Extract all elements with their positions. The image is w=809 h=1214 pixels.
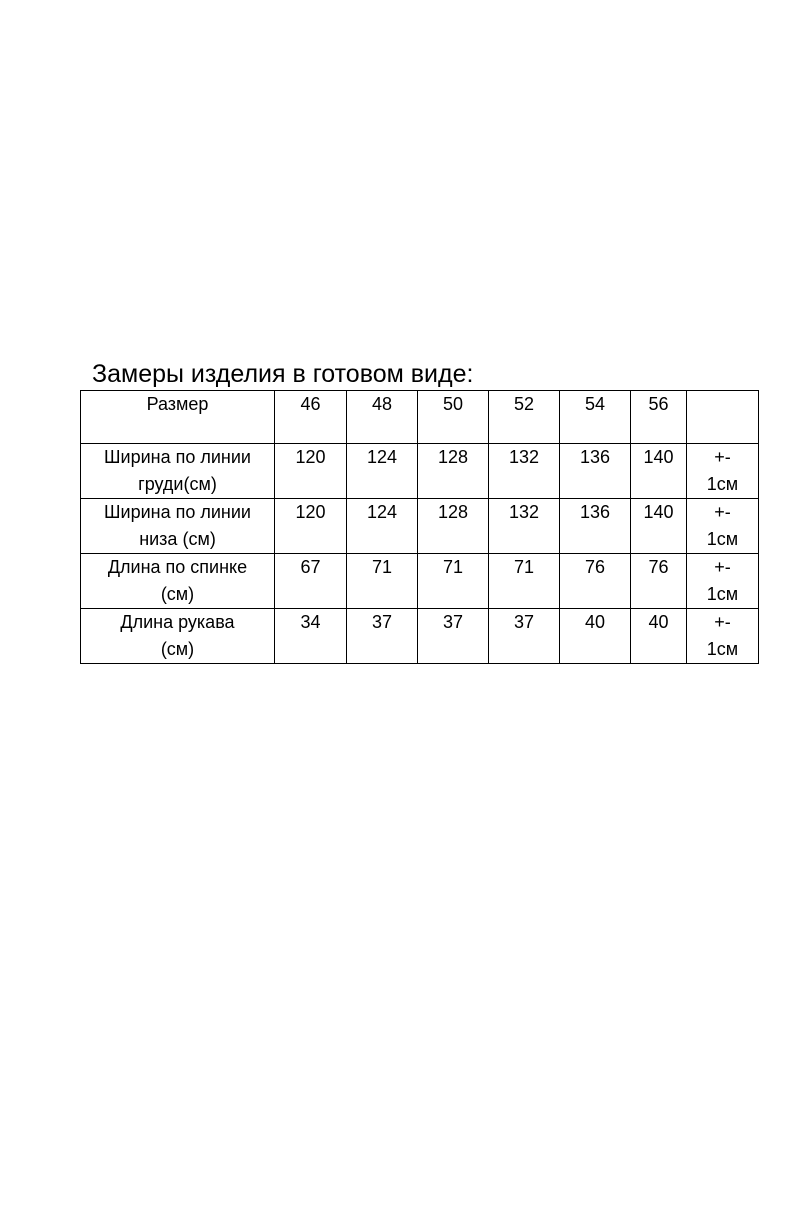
table-row [81,499,759,554]
tolerance-line2: 1см [706,474,739,494]
size-48: 48 [347,391,418,444]
tolerance-line2: 1см [706,639,739,659]
table-cell: 120 [275,444,347,499]
page-title: Замеры изделия в готовом виде: [92,360,474,388]
table-cell: 71 [418,554,489,609]
table-cell: 67 [275,554,347,609]
tolerance-line2: 1см [706,584,739,604]
table-cell: 132 [489,444,560,499]
row-label-line1: Ширина по линии [104,502,251,522]
table-cell: 76 [631,554,687,609]
table-cell: 34 [275,609,347,664]
table-cell: 132 [489,499,560,554]
size-54: 54 [560,391,631,444]
table-cell: 37 [418,609,489,664]
tolerance-cell [687,444,759,499]
table-cell: 124 [347,444,418,499]
size-header-label: Размер [81,391,275,444]
row-label-line2: (см) [160,639,195,659]
size-46: 46 [275,391,347,444]
row-label-line1: Длина рукава [120,612,235,632]
table-cell: 40 [631,609,687,664]
row-label-line1: Длина по спинке [107,557,248,577]
table-cell: 128 [418,444,489,499]
table-row [81,554,759,609]
table-row [81,609,759,664]
row-label-line1: Ширина по линии [104,447,251,467]
size-56: 56 [631,391,687,444]
row-label [81,499,275,554]
table-cell: 136 [560,444,631,499]
tolerance-cell [687,554,759,609]
table-cell: 136 [560,499,631,554]
size-50: 50 [418,391,489,444]
table-cell: 140 [631,499,687,554]
tolerance-line1: +- [714,502,731,522]
table-cell: 128 [418,499,489,554]
table-cell: 76 [560,554,631,609]
tolerance-line1: +- [714,612,731,632]
table-cell: 120 [275,499,347,554]
tolerance-line1: +- [714,557,731,577]
size-52: 52 [489,391,560,444]
table-cell: 37 [347,609,418,664]
row-label [81,609,275,664]
table-header-row [81,391,759,444]
table-cell: 71 [347,554,418,609]
table-cell: 40 [560,609,631,664]
tolerance-cell [687,499,759,554]
row-label-line2: груди(см) [138,474,217,494]
tolerance-header-empty [687,391,759,444]
table-cell: 124 [347,499,418,554]
tolerance-cell [687,609,759,664]
row-label [81,444,275,499]
row-label-line2: (см) [160,584,195,604]
row-label [81,554,275,609]
table-cell: 37 [489,609,560,664]
row-label-line2: низа (см) [139,529,216,549]
tolerance-line1: +- [714,447,731,467]
table-row [81,444,759,499]
table-cell: 140 [631,444,687,499]
table-cell: 71 [489,554,560,609]
tolerance-line2: 1см [706,529,739,549]
size-table [80,390,759,664]
